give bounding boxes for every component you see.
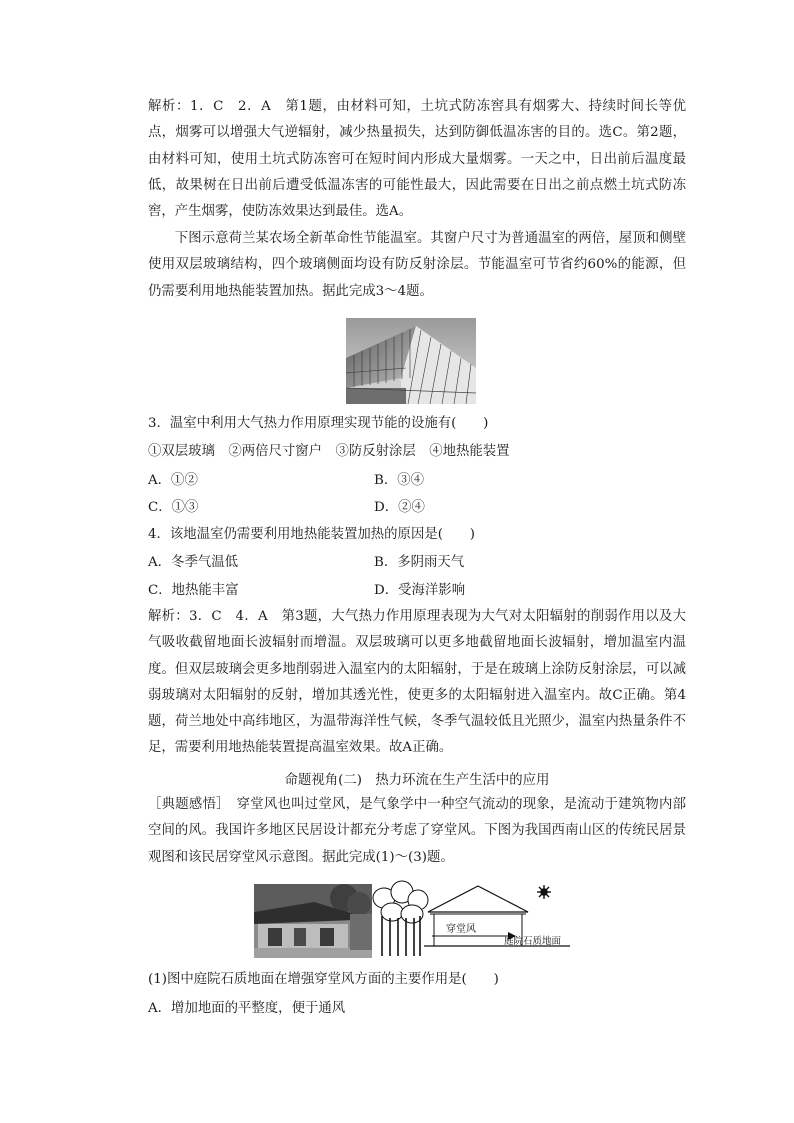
greenhouse-photo <box>346 318 476 404</box>
question-3-option-b: B．③④ <box>374 473 425 488</box>
question-4-option-c: C．地热能丰富 <box>148 583 239 598</box>
ground-label: 庭院石质地面 <box>504 936 562 947</box>
question-4-stem: 4．该地温室仍需要利用地热能装置加热的原因是( ) <box>148 527 475 542</box>
question-3-stem: 3．温室中利用大气热力作用原理实现节能的设施有( ) <box>148 416 489 431</box>
dwelling-photo <box>254 884 372 958</box>
question-4-option-a: A．冬季气温低 <box>148 555 239 570</box>
question-3-items: ①双层玻璃 ②两倍尺寸窗户 ③防反射涂层 ④地热能装置 <box>148 444 510 459</box>
material-intro-3-4: 下图示意荷兰某农场全新革命性节能温室。其窗户尺寸为普通温室的两倍，屋顶和侧壁使用双层玻璃结构，四个玻璃侧面均设有防反射涂层。节能温室可节省约60%的能源，但仍需要利用地热能装置加热。据此完成3～4题。 <box>148 231 686 299</box>
question-4-option-b: B．多阴雨天气 <box>374 555 465 570</box>
question-1-stem: (1)图中庭院石质地面在增强穿堂风方面的主要作用是( ) <box>148 972 499 987</box>
question-3-option-a: A．①② <box>148 473 198 488</box>
analysis-1-2: 解析：1．C 2．A 第1题，由材料可知，土坑式防冻窖具有烟雾大、持续时间长等优点，烟雾可以增强大气逆辐射，减少热量损失，达到防御低温冻害的目的。选C。第2题，由材料可知，使用土坑式防冻窖可在短时间内形成大量烟雾。一天之中，日出前后温度最低，故果树在日出前后遭受低温冻害的可能性最大，因此需要在日出之前点燃土坑式防冻窖，产生烟雾，使防冻效果达到最佳。选A。 <box>148 99 686 220</box>
case-intro: ［典题感悟］ 穿堂风也叫过堂风，是气象学中一种空气流动的现象，是流动于建筑物内部空间的风。我国许多地区民居设计都充分考虑了穿堂风。下图为我国西南山区的传统民居景观图和该民居穿堂风示意图。据此完成(1)～(3)题。 <box>148 797 686 865</box>
question-4-option-d: D．受海洋影响 <box>374 583 466 598</box>
analysis-3-4: 解析：3．C 4．A 第3题，大气热力作用原理表现为大气对太阳辐射的削弱作用以及大气吸收截留地面长波辐射而增温。双层玻璃可以更多地截留地面长波辐射，增加温室内温度。但双层玻璃会更多地削弱进入温室内的太阳辐射，于是在玻璃上涂防反射涂层，可以减弱玻璃对太阳辐射的反射，增加其透光性，使更多的太阳辐射进入温室内。故C正确。第4题，荷兰地处中高纬地区，为温带海洋性气候，冬季气温较低且光照少，温室内热量条件不足，需要利用地热能装置提高温室效果。故A正确。 <box>148 609 686 756</box>
ventilation-diagram <box>372 880 572 960</box>
question-3-option-c: C．①③ <box>148 500 199 515</box>
wind-label: 穿堂风 <box>446 924 476 935</box>
section-title: 命题视角(二) 热力环流在生产生活中的应用 <box>284 773 550 788</box>
question-1-option-a: A．增加地面的平整度，便于通风 <box>148 1001 346 1016</box>
question-3-option-d: D．②④ <box>374 500 425 515</box>
